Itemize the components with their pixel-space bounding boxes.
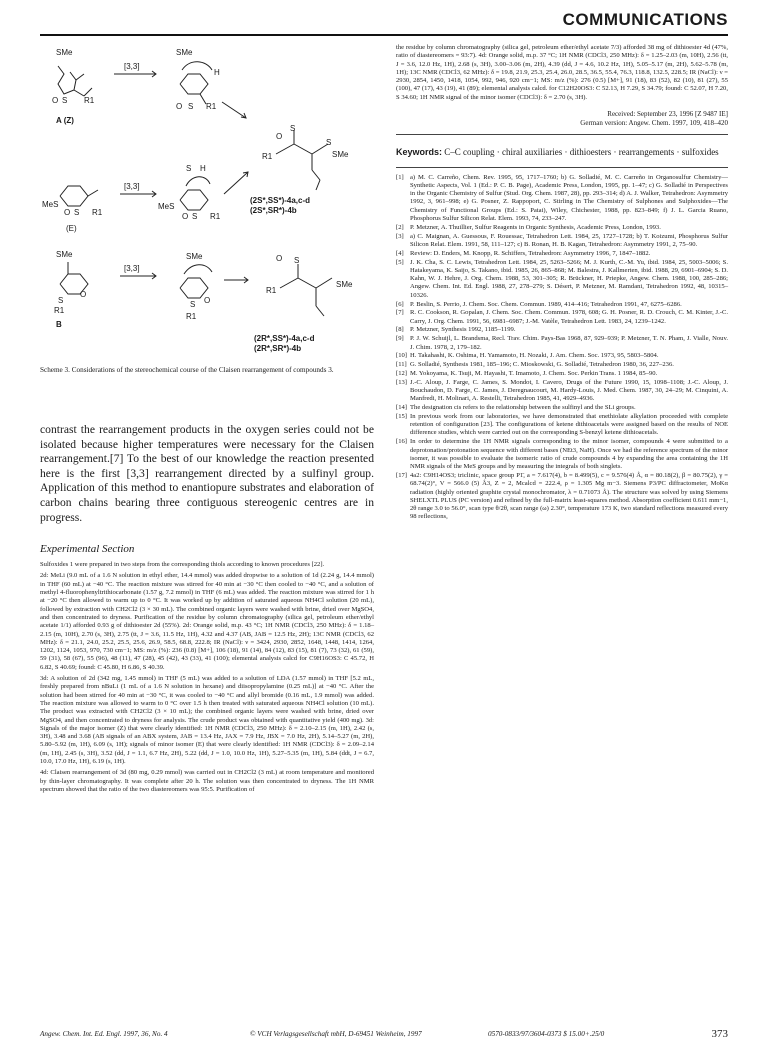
divider	[396, 167, 728, 168]
ref-text: P. Metzner, Synthesis 1992, 1185–1199.	[410, 326, 516, 334]
reference-item	[396, 224, 728, 232]
received-line: Received: September 23, 1996 [Z 9487 IE]	[607, 110, 728, 119]
scheme-label: O	[276, 132, 283, 141]
ref-text: M. Yokoyama, K. Tsuji, M. Hayashi, T. Imamoto, J. Chem. Soc. Perkin Trans. 1 1984, 85–90.	[410, 369, 658, 377]
page-number: 373	[711, 1028, 728, 1040]
ref-text: P. J. W. Schuijl, L. Brandsma, Recl. Trav. Chim. Pays-Bas 1968, 87, 929–939; P. Metzner, T. N. Pham, J. Vialle, Nouv. J. Chim. 1978, 2, 179–182.	[410, 335, 728, 351]
reference-item	[396, 250, 728, 258]
divider	[396, 134, 728, 135]
ref-number: [13]	[396, 378, 407, 386]
keywords	[396, 147, 728, 159]
scheme-label: R1	[186, 312, 197, 321]
ref-number: [8]	[396, 326, 404, 334]
ref-number: [15]	[396, 412, 407, 420]
reference-item	[396, 438, 728, 471]
keywords-list: C–C coupling · chiral auxiliaries · dithioesters · rearrangements · sulfoxides	[444, 147, 719, 158]
scheme-label: O	[80, 290, 87, 299]
scheme-label: R1	[262, 152, 273, 161]
scheme-label: R1	[92, 208, 103, 217]
ref-number: [17]	[396, 471, 407, 479]
received-date	[396, 110, 728, 128]
scheme-label: O	[52, 96, 59, 105]
scheme-label: H	[214, 68, 220, 77]
issn-code: 0570-0833/97/3604-0373 $ 15.00+.25/0	[488, 1030, 605, 1038]
scheme-label: SMe	[336, 280, 353, 289]
scheme-label: SMe	[56, 48, 73, 57]
scheme-label: S	[326, 138, 332, 147]
experimental-paragraph: 4d: Claisen rearrangement of 3d (80 mg, 0.29 mmol) was carried out in CH2Cl2 (3 mL) at room temperature and monitored by thin-layer chromatography. It was complete after 20 h. The solution was then concentrated to dryness. The 1H NMR spectrum showed that the ratio of the two diastereomers was 95:5. Purification of	[40, 769, 374, 793]
scheme-label: O	[176, 102, 183, 111]
ref-number: [16]	[396, 438, 407, 446]
page-footer	[40, 1028, 728, 1044]
scheme-label: [3,3]	[124, 62, 140, 71]
product-label: (2R*,SS*)-4a,c-d	[254, 334, 315, 343]
scheme-label: SMe	[176, 48, 193, 57]
ref-text: J.-C. Aloup, J. Farge, C. James, S. Mondot, I. Cavero, Drugs of the Future 1990, 15, 1098–1108; J.-C. Aloup, J. Bouchaudon, D. Farge, C. James, J. Deregnaucourt, M. Hardy-Louis, J. Med. Chem. 1987, 30, 24–29; M. Cinquini, A. Manfredi, H. Molinari, A. Restelli, Tetrahedron 1985, 41, 4929–4936.	[410, 378, 728, 403]
section-title: COMMUNICATIONS	[562, 10, 728, 29]
publisher-line: © VCH Verlagsgesellschaft mbH, D-69451 Weinheim, 1997	[250, 1030, 422, 1038]
product-label: (2R*,SR*)-4b	[254, 344, 302, 353]
reference-item	[396, 379, 728, 404]
scheme-label: R1	[210, 212, 221, 221]
scheme-label: S	[62, 96, 68, 105]
ref-number: [12]	[396, 369, 407, 377]
ref-text: 4a2: C9H14OS3; triclinic, space group P1̄, a = 7.617(4), b = 8.499(5), c = 9.576(4) Å, α = 80.18(2), β = 80.75(2), γ = 68.74(2)°, V = 566.0 (5) Å3, Z = 2, Mcalcd = 222.4, ρ = 1.305 Mg m−3. Siemens P3/PC diffractometer, MoKα radiation (highly oriented graphite crystal monochromator, λ = 0.71073 Å). The structure was solved by using Siemens SHELXTL PLUS (PC version) and refined by the full-matrix least-squares method. Absorption coefficient 0.611 mm−1, 2θ range 3.0 to 56.0°, scan type θ/2θ, scan range (ω) 2.30°, temperature 173 K, two standard reflections measured every 98 reflections,	[410, 471, 728, 521]
scheme-label: S	[190, 300, 196, 309]
scheme-label: SMe	[56, 250, 73, 259]
scheme-label: O	[182, 212, 189, 221]
scheme-label: [3,3]	[124, 264, 140, 273]
scheme-label: R1	[84, 96, 95, 105]
ref-text: The designation cis refers to the relationship between the sulfinyl and the SLi groups.	[410, 404, 636, 412]
scheme-label: R1	[206, 102, 217, 111]
product-label: (2S*,SR*)-4b	[250, 206, 297, 215]
scheme-label: R1	[266, 286, 277, 295]
ref-text: a) M. C. Carreño, Chem. Rev. 1995, 95, 1717–1760; b) G. Solladié, M. C. Carreño in Organosulfur Chemistry—Synthetic Aspects, Vol. 1 (Ed.: P. C. B. Page), Academic Press, London, 1995, pp. 1–47; c) G. Solladié in Perspectives in the Organic Chemistry of Sulfur (Stud. Org. Chem. 1987, 28), pp. 293–314; d) A. J. Walker, Tetrahedron: Asymmetry 1992, 3, 961–998; e) G. Posner, Z. Rappoport, C. Stirling in The Chemistry of Sulphones and Sulphoxides—The Chemistry of Functional Groups (Ed.: S. Patai), Wiley, Chichester, 1988, pp. 823–849; f) J. L. Garcia Ruano, Phosphorus Sulfur Silicon Relat. Elem. 1993, 74, 233–247.	[410, 173, 728, 223]
product-label: (2S*,SS*)-4a,c-d	[250, 196, 311, 205]
experimental-continuation: the residue by column chromatography (silica gel, petroleum ether/ethyl acetate 7/3) afforded 38 mg of dithioester 4d (47%, ratio of diastereomers = 93:7). 4d: Orange solid, m.p. 37 °C; 1H NMR (CDCl3, 250 MHz): δ = 1.25–2.03 (m, 10H), 2.56 (tt, J = 3.6, 12.0 Hz, 1H), 2.68 (s, 3H), 3.00–3.06 (m, 2H), 4.39 (dd, J = 4.6, 10.2 Hz, 1H), 5.05–5.17 (m, 2H), 5.62–5.78 (m, 1H); 13C NMR (CDCl3, 62 MHz): δ = 19.8, 21.9, 25.3, 25.4, 26.0, 28.5, 36.5, 55.4, 76.3, 118.8, 132.5, 228.5; IR (NaCl): ν = 2930, 2854, 1450, 1418, 1054, 992, 946, 920 cm−1; MS: m/z (%): 276 (0.5) [M+], 91 (18), 83 (52), 82 (10), 81 (27), 55 (100), 47 (17), 43 (19), 41 (89); elemental analysis calcd. for C12H20OS3: C 52.13, H 7.29, S 34.79; found: C 52.07, H 7.20, S 34.60; 1H NMR signal of the minor isomer (CDCl3): δ = 2.70 (s, 3H).	[396, 44, 728, 101]
reference-list	[396, 174, 728, 522]
scheme-label: O	[204, 296, 211, 305]
ref-text: Review: D. Enders, M. Knopp, R. Schiffers, Tetrahedron: Asymmetry 1996, 7, 1847–1882.	[410, 249, 651, 257]
ref-number: [11]	[396, 361, 407, 369]
ref-number: [10]	[396, 352, 407, 360]
scheme-label: O	[64, 208, 71, 217]
reference-item	[396, 174, 728, 224]
reference-item	[396, 233, 728, 250]
scheme-drawing	[40, 44, 374, 362]
reference-item	[396, 352, 728, 360]
reference-item	[396, 301, 728, 309]
scheme-label: S	[188, 102, 194, 111]
german-version-line: German version: Angew. Chem. 1997, 109, 418–420	[580, 119, 728, 128]
reference-item	[396, 370, 728, 378]
scheme-label: B	[56, 320, 62, 329]
journal-citation: Angew. Chem. Int. Ed. Engl. 1997, 36, No. 4	[40, 1030, 168, 1038]
experimental-paragraph: 2d: MeLi (9.0 mL of a 1.6 N solution in ethyl ether, 14.4 mmol) was added dropwise to a solution of 1d (2.24 g, 14.4 mmol) in THF (60 mL) at −40 °C. The reaction mixture was stirred for 40 min at −30 °C then cooled to −40 °C, and a solution of methyl 4-fluorophenyltrithiocarbonate (1.57 g, 7.2 mmol) in THF (6 mL) was added. The reaction mixture was stirred for 1 h at −20 °C then allowed to warm up to 0 °C. It was worked up by addition of saturated aqueous NH4Cl solution (20 mL), followed by extraction with CH2Cl2 (3 × 30 mL). The combined organic layers were washed with brine, dried over MgSO4, and then concentrated to dryness. Purification of the residue by column chromatography (silica gel, petroleum ether/ethyl acetate 1/1) afforded 0.93 g of dithioester 2d (55%). 2d: Orange solid, m.p. 43 °C; 1H NMR (CDCl3, 250 MHz): δ = 1.18–2.15 (m, 10H), 2.70 (s, 3H), 2.75 (tt, J = 3.6, 11.5 Hz, 1H), 4.32 and 4.37 (AB, JAB = 12.5 Hz, 2H); 13C NMR (CDCl3, 62 MHz): δ = 21.1, 24.0, 25.2, 25.5, 25.6, 26.9, 58.5, 68.8, 222.8; IR (NaCl): ν = 3424, 2930, 2852, 1648, 1448, 1414, 1264, 1202, 1124, 1053, 970, 730 cm−1; MS: m/z (%): 236 (0.8) [M+], 106 (18), 91 (14), 84 (12), 83 (15), 81 (7), 73 (32), 61 (59), 59 (31), 58 (67), 55 (96), 48 (11), 47 (28), 45 (42), 43 (33), 41 (100); elemental analysis calcd for C9H16OS3: C 45.72, H 6.82, S 40.69; found: C 45.80, H 6.86, S 40.39.	[40, 572, 374, 671]
left-column	[40, 44, 374, 797]
ref-text: P. Beslin, S. Perrio, J. Chem. Soc. Chem. Commun. 1989, 414–416; Tetrahedron 1991, 47, 6275–6286.	[410, 300, 682, 308]
reaction-scheme	[40, 44, 374, 362]
scheme-label: MeS	[42, 200, 59, 209]
reference-item	[396, 472, 728, 522]
reference-item	[396, 309, 728, 326]
ref-number: [14]	[396, 404, 407, 412]
scheme-label: MeS	[158, 202, 175, 211]
scheme-label: H	[200, 164, 206, 173]
ref-number: [1]	[396, 173, 404, 181]
intro-paragraph: contrast the rearrangement products in the oxygen series could not be isolated because higher temperatures were necessary for the Claisen rearrangement.[7] To the best of our knowledge the reaction presented here is the first [3,3] rearrangement directed by a sulfinyl group. Application of this method to enantiopure substrates and elaboration of carbon chains bearing three contiguous stereogenic centres are in progress.	[40, 423, 374, 524]
ref-text: R. C. Cookson, R. Gopalan, J. Chem. Soc. Chem. Commun. 1978, 608; G. H. Posner, R. D. Crouch, C. M. Kinter, J.-C. Carry, J. Org. Chem. 1991, 56, 6981–6987; J.-M. Vatèle, Tetrahedron Lett. 1983, 24, 1239–1242.	[410, 309, 728, 325]
reference-item	[396, 259, 728, 300]
ref-text: a) C. Maignan, A. Guessous, F. Rouessac, Tetrahedron Lett. 1984, 25, 1727–1728; b) T. Koizumi, Phosphorus Sulfur Silicon Relat. Elem. 1991, 58, 111–127; c) B. Ronan, H. B. Kagan, Tetrahedron: Asymmetry 1991, 2, 75–90.	[410, 232, 728, 248]
scheme-label: S	[74, 208, 80, 217]
ref-number: [9]	[396, 335, 404, 343]
scheme-label: S	[192, 212, 198, 221]
ref-text: H. Takahashi, K. Oshima, H. Yamamoto, H. Nozaki, J. Am. Chem. Soc. 1973, 95, 5803–5804.	[410, 352, 659, 360]
ref-number: [3]	[396, 232, 404, 240]
ref-text: In order to determine the 1H NMR signals corresponding to the minor isomer, compounds 4 were submitted to a deprotonation/protonation sequence with different bases (NEt3, NaH). Once we had the reference spectrum of the minor isomer, it was possible to evaluate the isomeric ratio of crude compounds 4 by expanding the area containing the 1H NMR signals of the MeS groups and by measuring the integrals of both singlets.	[410, 438, 728, 471]
reference-item	[396, 404, 728, 412]
right-column	[396, 44, 728, 522]
scheme-label: O	[276, 254, 283, 263]
page-header	[40, 8, 728, 36]
reference-item	[396, 413, 728, 438]
ref-number: [5]	[396, 258, 404, 266]
ref-number: [6]	[396, 300, 404, 308]
scheme-label: S	[294, 256, 300, 265]
scheme-label: (E)	[66, 224, 77, 233]
experimental-paragraph: 3d: A solution of 2d (342 mg, 1.45 mmol) in THF (5 mL) was added to a solution of LDA (1.57 mmol) in THF [5.2 mL, freshly prepared from nBuLi (1 mL of a 1.6 N solution in hexane) and diisopropylamine (0.25 mL)] at −40 °C. After the solution had been stirred for 40 min at −30 °C, it was cooled to −40 °C and allyl bromide (0.16 mL, 1.9 mmol) was added. The reaction mixture was allowed to warm to 0 °C over 1.5 h then treated with saturated aqueous NH4Cl solution (10 mL). The product was extracted with CH2Cl2 (3 × 10 mL); the combined organic layers were washed with brine, dried over MgSO4, and then concentrated to dryness for analysis. The crude product was obtained with quantitative yield (400 mg). 3d: Signals of the major isomer (Z) that were clearly identified: 1H NMR (CDCl3, 250 MHz): δ = 2.10–2.15 (m, 1H), 2.42 (s, 3H), 3.48 and 3.68 (AB signals of an ABX system, JAB = 13.4 Hz, JAX = 7.9 Hz, JBX = 7.0 Hz, 2H), 5.14–5.27 (m, 2H), 5.80–5.92 (m, 1H), 6.09 (s, 1H); signals of minor isomer (E) that were clearly identified: 1H NMR (CDCl3): δ = 2.09–2.14 (m, 1H), 2.45 (s, 3H), 3.52 (dd, J = 1.1, 6.7 Hz, 2H), 5.22 (dd, J = 1.0, 10.0 Hz, 1H), 5.27–5.35 (m, 1H), 5.84 (ddt, J = 6.7, 10.0, 17.0 Hz, 1H), 6.19 (s, 1H).	[40, 675, 374, 765]
ref-number: [2]	[396, 223, 404, 231]
experimental-paragraph: Sulfoxides 1 were prepared in two steps from the corresponding thiols according to known procedures [22].	[40, 561, 325, 569]
ref-text: In previous work from our laboratories, we have demonstrated that enethiolate alkylation proceeded with complete retention of configuration [23]. The configurations of ketene dithioacetals were assigned based on the results of NOE difference studies, which were carried out on the corresponding S-benzyl ketene dithioacetals.	[410, 412, 728, 437]
ref-number: [7]	[396, 309, 404, 317]
scheme-label: [3,3]	[124, 182, 140, 191]
ref-text: G. Solladié, Synthesis 1981, 185–196; C. Mioskowski, G. Solladié, Tetrahedron 1980, 36, 227–236.	[410, 361, 674, 369]
scheme-label: S	[186, 164, 192, 173]
scheme-label: S	[58, 296, 64, 305]
experimental-heading: Experimental Section	[40, 543, 135, 556]
scheme-caption: Scheme 3. Considerations of the stereochemical course of the Claisen rearrangement of compounds 3.	[40, 366, 334, 374]
scheme-label: SMe	[332, 150, 349, 159]
ref-text: P. Metzner, A. Thuillier, Sulfur Reagents in Organic Synthesis, Academic Press, London, 1993.	[410, 223, 661, 231]
scheme-label: R1	[54, 306, 65, 315]
ref-number: [4]	[396, 249, 404, 257]
reference-item	[396, 361, 728, 369]
ref-text: J. K. Cha, S. C. Lewis, Tetrahedron Lett. 1984, 25, 5263–5266; M. J. Kurth, C.-M. Yu, ibid. 1984, 25, 5003–5006; S. Hatakeyama, K. Saijo, S. Takano, ibid. 1985, 26, 865–868; M. Balestra, J. Kallmerten, ibid. 1988, 29, 6901–6904; S. D. Kahn, W. J. Hehre, J. Org. Chem. 1988, 53, 301–305; R. Brückner, H. Priepke, Angew. Chem. 1988, 100, 285–286; Angew. Chem. Int. Ed. Engl. 1988, 27, 278–279; S. Désert, P. Metzner, M. Ramdani, Tetrahedron 1992, 48, 10315–10326.	[410, 258, 728, 299]
scheme-label: A (Z)	[56, 116, 74, 125]
reference-item	[396, 326, 728, 334]
scheme-label: S	[290, 124, 296, 133]
reference-item	[396, 335, 728, 352]
scheme-label: SMe	[186, 252, 203, 261]
keywords-label: Keywords:	[396, 147, 443, 158]
